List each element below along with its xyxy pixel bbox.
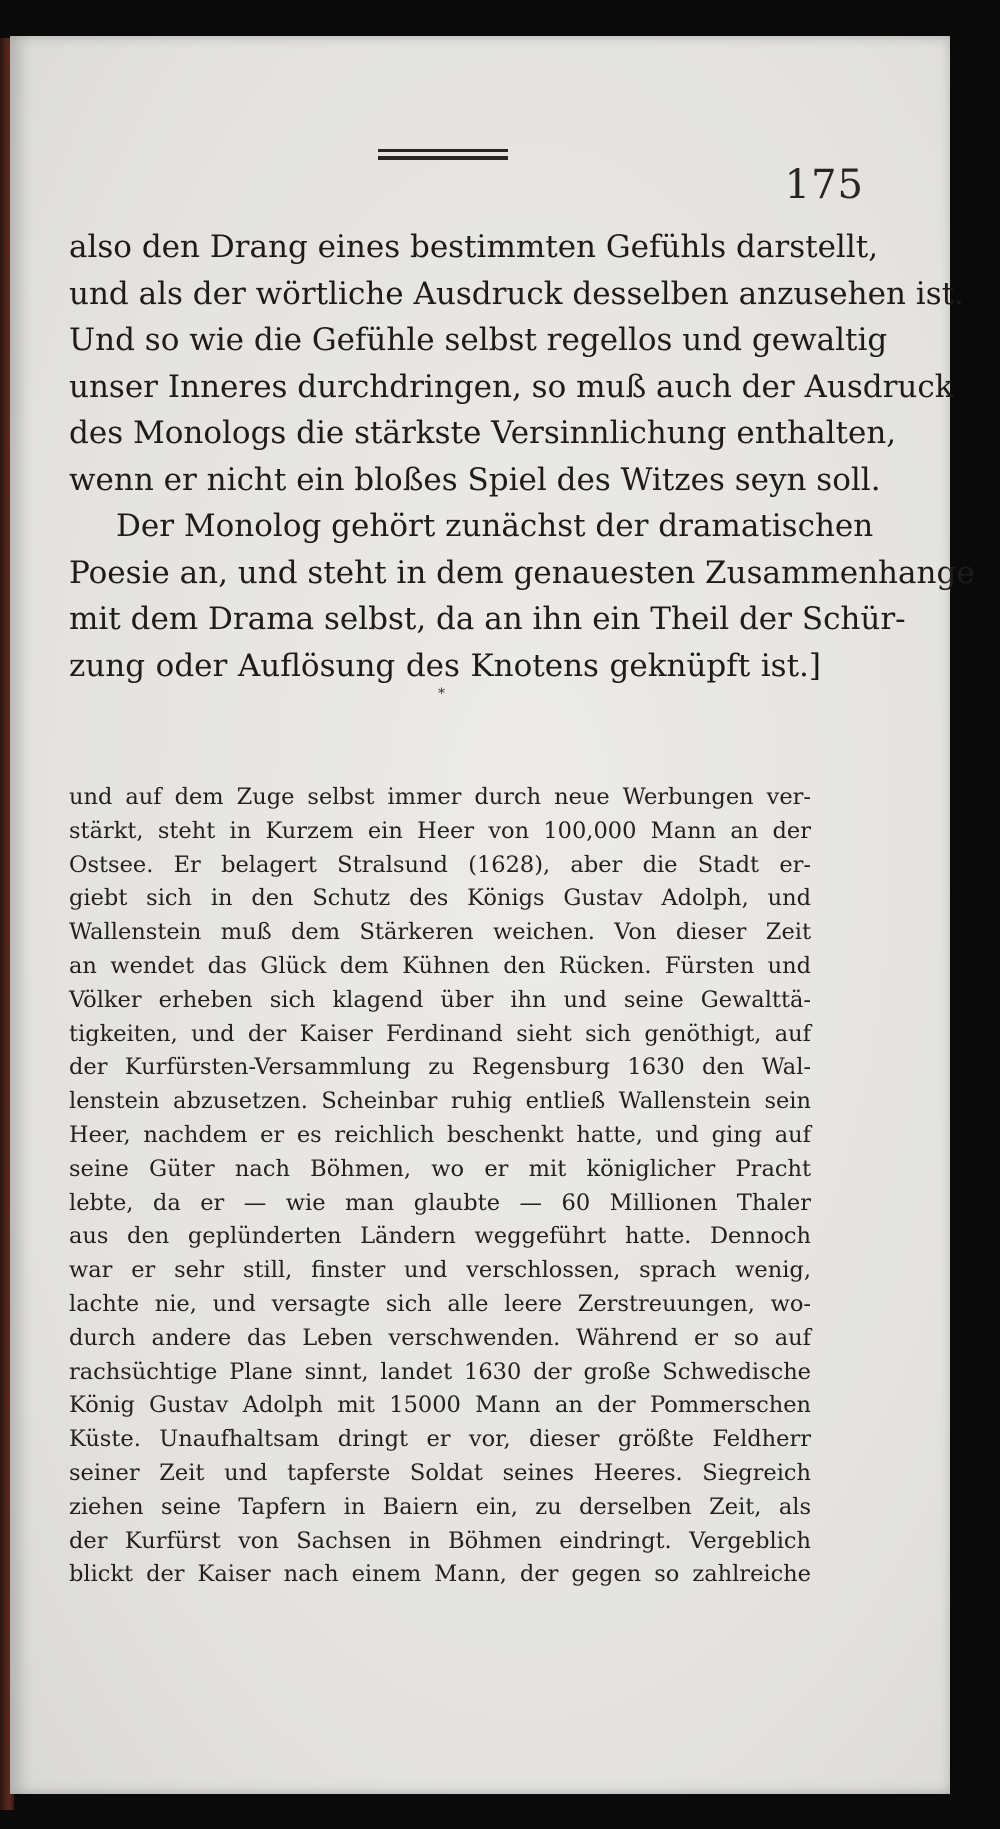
text-line: aus den geplünderten Ländern weggeführt hatte. Dennoch xyxy=(69,1223,811,1250)
text-line: zung oder Auflösung des Knotens geknüpft ist.] xyxy=(69,647,821,684)
text-line: seiner Zeit und tapferste Soldat seines Heeres. Siegreich xyxy=(69,1459,811,1486)
text-line: und als der wörtliche Ausdruck desselben anzusehen ist. xyxy=(69,275,964,312)
footnote-marker: * xyxy=(438,686,445,702)
text-line: der Kurfürst von Sachsen in Böhmen eindringt. Vergeblich xyxy=(69,1527,811,1554)
lower-text-block xyxy=(69,781,811,1592)
text-line: seine Güter nach Böhmen, wo er mit königlicher Pracht xyxy=(69,1155,811,1182)
text-line: Der Monolog gehört zunächst der dramatischen xyxy=(116,508,874,544)
text-line: Völker erheben sich klagend über ihn und seine Gewalttä- xyxy=(69,986,811,1013)
page-number: 175 xyxy=(784,162,864,208)
book-page xyxy=(10,36,975,1794)
text-line: also den Drang eines bestimmten Gefühls darstellt, xyxy=(69,229,879,265)
text-line: lebte, da er — wie man glaubte — 60 Millionen Thaler xyxy=(69,1189,811,1216)
text-line: durch andere das Leben verschwenden. Während er so auf xyxy=(69,1324,811,1351)
text-line: mit dem Drama selbst, da an ihn ein Theil der Schür- xyxy=(69,601,906,637)
header-rule xyxy=(378,149,508,152)
upper-text-block xyxy=(69,224,975,689)
text-line: Küste. Unaufhaltsam dringt er vor, dieser größte Feldherr xyxy=(69,1426,811,1453)
text-line: blickt der Kaiser nach einem Mann, der gegen so zahlreiche xyxy=(69,1561,811,1588)
text-line: stärkt, steht in Kurzem ein Heer von 100,000 Mann an der xyxy=(69,817,811,844)
text-line: Heer, nachdem er es reichlich beschenkt hatte, und ging auf xyxy=(69,1121,811,1148)
text-line: der Kurfürsten-Versammlung zu Regensburg 1630 den Wal- xyxy=(69,1054,811,1081)
text-line: wenn er nicht ein bloßes Spiel des Witzes seyn soll. xyxy=(69,461,881,498)
text-line: lachte nie, und versagte sich alle leere Zerstreuungen, wo- xyxy=(69,1290,811,1317)
text-line: Und so wie die Gefühle selbst regellos und gewaltig xyxy=(69,322,888,358)
text-line: rachsüchtige Plane sinnt, landet 1630 der große Schwedische xyxy=(69,1358,811,1385)
text-line: und auf dem Zuge selbst immer durch neue Werbungen ver- xyxy=(69,784,811,810)
text-line: war er sehr still, finster und verschlossen, sprach wenig, xyxy=(69,1257,811,1284)
text-line: an wendet das Glück dem Kühnen den Rücken. Fürsten und xyxy=(69,952,811,979)
text-line: Wallenstein muß dem Stärkeren weichen. Von dieser Zeit xyxy=(69,919,811,946)
text-line: lenstein abzusetzen. Scheinbar ruhig entließ Wallenstein sein xyxy=(69,1088,811,1115)
text-line: giebt sich in den Schutz des Königs Gustav Adolph, und xyxy=(69,885,811,912)
text-line: Ostsee. Er belagert Stralsund (1628), aber die Stadt er- xyxy=(69,851,811,878)
text-line: Poesie an, und steht in dem genauesten Zusammenhange xyxy=(69,554,975,591)
text-line: unser Inneres durchdringen, so muß auch der Ausdruck xyxy=(69,368,954,405)
text-line: König Gustav Adolph mit 15000 Mann an der Pommerschen xyxy=(69,1392,811,1419)
text-line: des Monologs die stärkste Versinnlichung enthalten, xyxy=(69,415,897,451)
text-line: tigkeiten, und der Kaiser Ferdinand sieht sich genöthigt, auf xyxy=(69,1020,811,1047)
text-line: ziehen seine Tapfern in Baiern ein, zu derselben Zeit, als xyxy=(69,1493,811,1520)
